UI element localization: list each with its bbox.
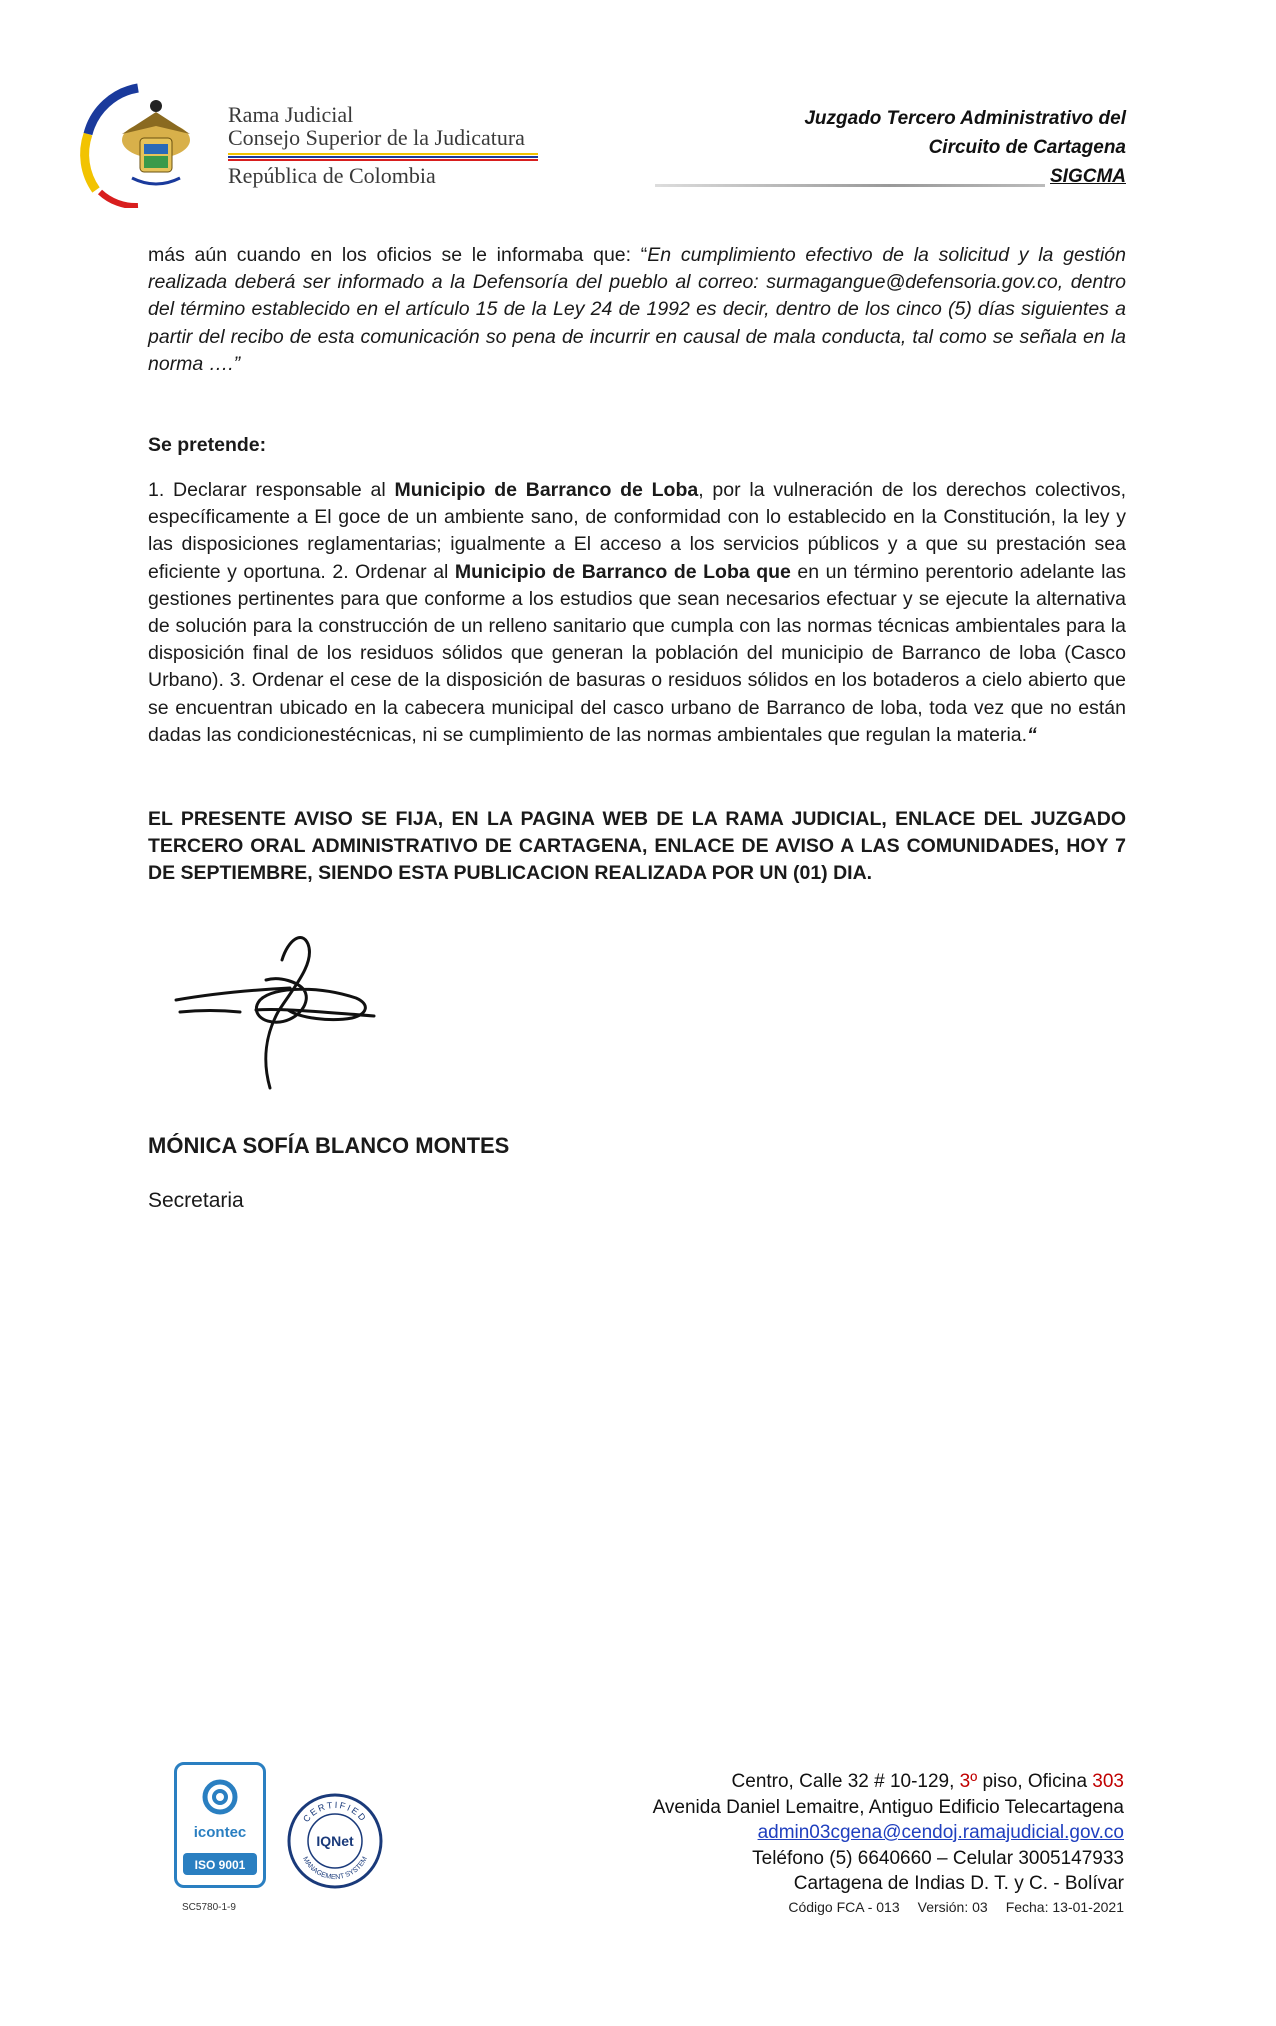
intro-text: más aún cuando en los oficios se le informaba que: “ xyxy=(148,244,648,266)
iqnet-label: IQNet xyxy=(316,1833,354,1849)
flag-rule-blue xyxy=(228,156,538,158)
address-street: Centro, Calle 32 # 10-129, xyxy=(731,1771,960,1792)
municipality-name-1: Municipio de Barranco de Loba xyxy=(394,479,699,501)
iqnet-ring-top: CERTIFIED xyxy=(301,1799,369,1825)
closing-quote: “ xyxy=(1027,723,1037,746)
org-line-consejo: Consejo Superior de la Judicatura xyxy=(228,125,525,150)
address-floor: 3º xyxy=(959,1771,978,1792)
address-office-label: piso, Oficina xyxy=(977,1771,1093,1792)
flag-rule-yellow xyxy=(228,153,538,155)
address-line-1 xyxy=(653,1769,1124,1795)
certificate-code: SC5780-1-9 xyxy=(182,1902,236,1913)
org-line-republica: República de Colombia xyxy=(228,163,436,188)
intro-paragraph xyxy=(148,242,1126,378)
org-line-rama-judicial: Rama Judicial xyxy=(228,102,354,127)
org-name-block xyxy=(228,104,525,188)
sigcma-label: SIGCMA xyxy=(1050,166,1126,187)
signer-role: Secretaria xyxy=(148,1189,244,1212)
court-header xyxy=(804,104,1126,191)
address-office-number: 303 xyxy=(1092,1771,1124,1792)
rama-judicial-emblem-logo xyxy=(78,82,228,208)
iqnet-certified-seal xyxy=(286,1792,384,1890)
flag-rule-red xyxy=(228,159,538,161)
claims-text-3: en un término perentorio adelante las gestiones pertinentes para que conforme a los estudios que sean necesarios efectuar y se ejecute la alternativa de solución para la construcción de un relleno sanitario que cumpla con las normas técnicas ambientales para la disposición final de los residuos sólidos que generan la población del municipio de Barranco de loba (Casco Urbano). 3. Ordenar el cese de la disposición de basuras o residuos sólidos en los botaderos a cielo abierto que se encuentran ubicado en la cabecera municipal del casco urbano de Barranco de loba, toda vez que no están dadas las condicionestécnicas, ni se cumplimiento de las normas ambientales que regulan la materia. xyxy=(148,560,1127,746)
icontec-mark xyxy=(177,1765,263,1885)
icontec-certification-logo xyxy=(174,1762,266,1888)
pretende-heading: Se pretende: xyxy=(148,434,267,456)
signer-name: MÓNICA SOFÍA BLANCO MONTES xyxy=(148,1133,510,1158)
municipality-name-2: Municipio de Barranco de Loba que xyxy=(454,560,791,583)
quoted-instruction: En cumplimiento efectivo de la solicitud y la gestión realizada deberá ser informado a la Defensoría del pueblo al correo: surmagangue@defensoria.gov.co, dentro del término establecido en el artículo 15 de la Ley 24 de 1992 es decir, dentro de los cinco (5) días siguientes a partir del recibo de esta comunicación so pena de incurrir en causal de mala conducta, tal como se señala en la norma ….” xyxy=(148,244,1126,375)
claims-paragraph xyxy=(148,477,1126,749)
document-version: Versión: 03 xyxy=(917,1899,988,1915)
city-line: Cartagena de Indias D. T. y C. - Bolívar xyxy=(793,1873,1124,1894)
publication-notice: EL PRESENTE AVISO SE FIJA, EN LA PAGINA WEB DE LA RAMA JUDICIAL, ENLACE DEL JUZGADO TERCERO ORAL ADMINISTRATIVO DE CARTAGENA, ENLACE DE AVISO A LAS COMUNIDADES, HOY 7 DE SEPTIEMBRE, SIENDO ESTA PUBLICACION REALIZADA POR UN (01) DIA. xyxy=(148,808,1126,885)
handwritten-signature xyxy=(170,920,400,1096)
footer-contact-block xyxy=(653,1769,1124,1897)
iqnet-ring-bottom: MANAGEMENT SYSTEM xyxy=(301,1855,369,1882)
claims-text-2: , por la vulneración de los derechos colectivos, específicamente a El goce de un ambiente sano, de conformidad con lo establecido en la Constitución, la ley y las disposiciones reglamentarias; igualmente a El acceso a los servicios públicos y a que su prestación sea eficiente y oportuna. 2. Ordenar al xyxy=(148,479,1126,583)
document-date: Fecha: 13-01-2021 xyxy=(1005,1899,1124,1915)
document-control-line xyxy=(788,1899,1124,1915)
document-code: Código FCA - 013 xyxy=(788,1899,900,1915)
court-line-2: Circuito de Cartagena xyxy=(928,137,1126,158)
phone-line: Teléfono (5) 6640660 – Celular 3005147933 xyxy=(752,1847,1124,1869)
header-rule xyxy=(655,184,1045,187)
iso-label: ISO 9001 xyxy=(194,1858,246,1872)
court-line-1: Juzgado Tercero Administrativo del xyxy=(804,108,1126,129)
claims-text-1: 1. Declarar responsable al xyxy=(148,479,395,501)
email-link[interactable]: admin03cgena@cendoj.ramajudicial.gov.co xyxy=(757,1822,1124,1843)
address-line-2: Avenida Daniel Lemaitre, Antiguo Edificio Telecartagena xyxy=(652,1796,1124,1818)
icontec-label: icontec xyxy=(193,1824,247,1841)
